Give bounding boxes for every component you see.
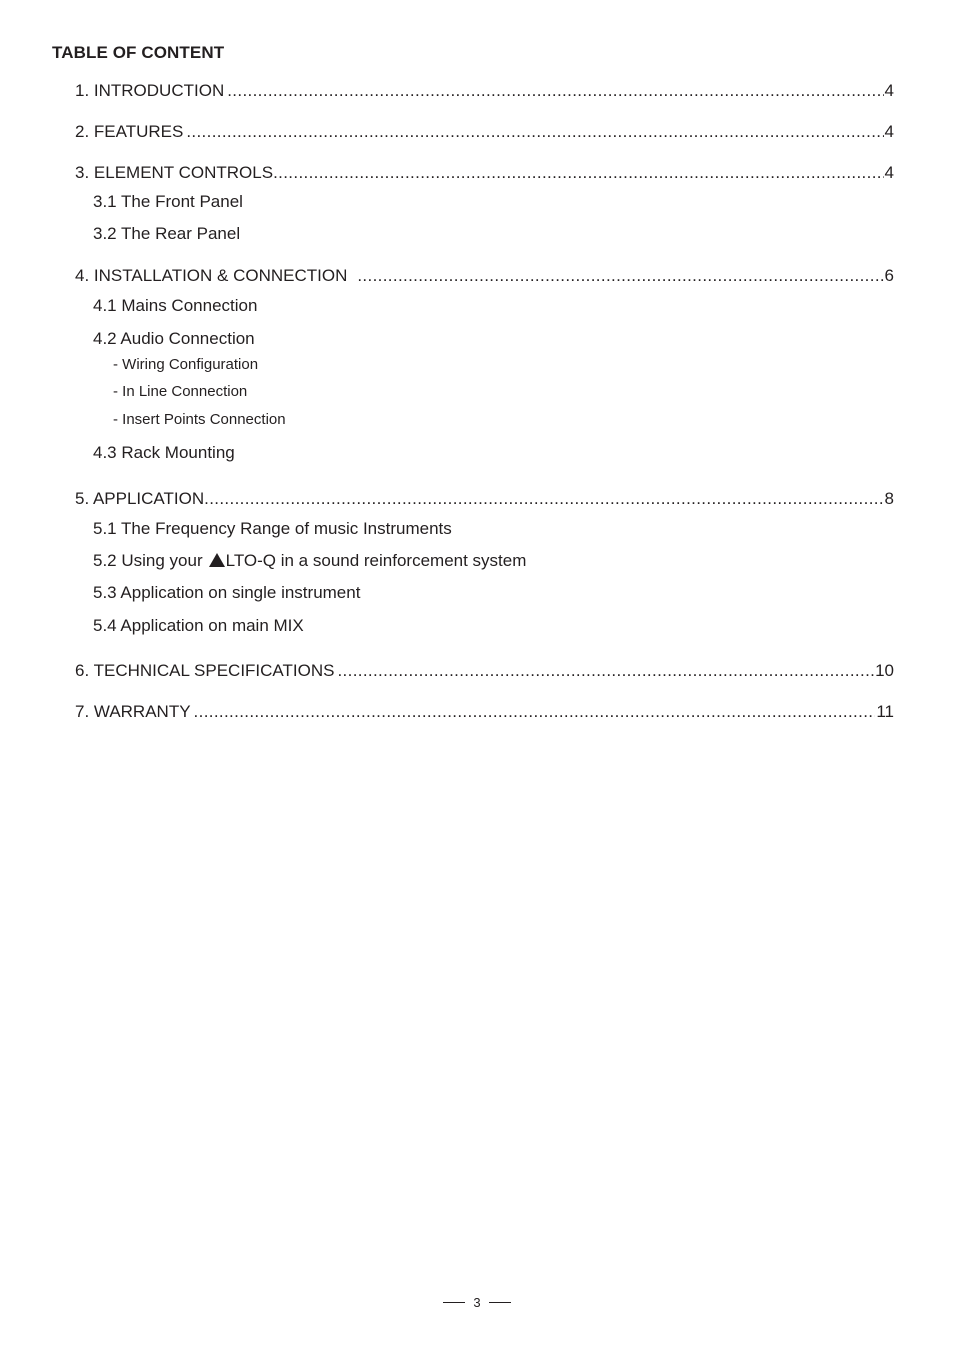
toc-entry-label: 4. INSTALLATION & CONNECTION bbox=[75, 266, 348, 285]
page-footer bbox=[0, 1295, 954, 1310]
toc-subsub-wiring-configuration[interactable]: - Wiring Configuration bbox=[113, 356, 259, 373]
triangle-a-logo-icon bbox=[209, 553, 225, 567]
toc-entry-page: 11 bbox=[876, 702, 894, 721]
page-number: 3 bbox=[473, 1295, 481, 1310]
toc-entry-page: 8 bbox=[884, 489, 894, 508]
toc-entry-label: 1. INTRODUCTION bbox=[75, 81, 225, 100]
dot-leader bbox=[337, 661, 874, 681]
toc-sub-audio-connection[interactable]: 4.2 Audio Connection bbox=[93, 329, 255, 348]
toc-subsub-insert-points[interactable]: - Insert Points Connection bbox=[113, 411, 286, 428]
toc-entry-label: 6. TECHNICAL SPECIFICATIONS bbox=[75, 661, 335, 680]
toc-sub-rack-mounting[interactable]: 4.3 Rack Mounting bbox=[93, 443, 235, 462]
dot-leader bbox=[194, 702, 876, 722]
toc-entry-technical-specifications[interactable] bbox=[75, 661, 894, 681]
toc-sub-mains-connection[interactable]: 4.1 Mains Connection bbox=[93, 296, 258, 315]
toc-sub-main-mix[interactable]: 5.4 Application on main MIX bbox=[93, 616, 304, 635]
toc-entry-page: 4 bbox=[884, 122, 894, 141]
dot-leader bbox=[186, 122, 883, 142]
dot-leader bbox=[204, 489, 883, 509]
toc-sub-text-prefix: 5.2 Using your bbox=[93, 551, 203, 570]
toc-entry-application[interactable] bbox=[75, 489, 894, 509]
toc-entry-page: 4 bbox=[884, 163, 894, 182]
dot-leader bbox=[273, 163, 883, 183]
toc-sub-text-suffix: LTO-Q in a sound reinforcement system bbox=[225, 551, 527, 570]
toc-entry-element-controls[interactable] bbox=[75, 163, 894, 183]
toc-entry-warranty[interactable] bbox=[75, 702, 894, 722]
footer-rule-left bbox=[443, 1302, 465, 1303]
dot-leader bbox=[357, 266, 883, 286]
toc-heading: TABLE OF CONTENT bbox=[52, 43, 225, 62]
toc-sub-sound-reinforcement[interactable] bbox=[93, 551, 526, 571]
toc-sub-rear-panel[interactable]: 3.2 The Rear Panel bbox=[93, 224, 241, 243]
toc-entry-page: 6 bbox=[884, 266, 894, 285]
toc-entry-features[interactable] bbox=[75, 122, 894, 142]
toc-sub-front-panel[interactable]: 3.1 The Front Panel bbox=[93, 192, 243, 211]
toc-entry-label: 2. FEATURES bbox=[75, 122, 184, 141]
toc-sub-single-instrument[interactable]: 5.3 Application on single instrument bbox=[93, 583, 361, 602]
toc-entry-label: 5. APPLICATION bbox=[75, 489, 205, 508]
dot-leader bbox=[227, 81, 883, 101]
toc-entry-introduction[interactable] bbox=[75, 81, 894, 101]
toc-entry-page: 10 bbox=[875, 661, 894, 680]
toc-entry-installation[interactable] bbox=[75, 266, 894, 286]
toc-sub-frequency-range[interactable]: 5.1 The Frequency Range of music Instruments bbox=[93, 519, 452, 538]
toc-entry-label: 7. WARRANTY bbox=[75, 702, 191, 721]
toc-subsub-in-line-connection[interactable]: - In Line Connection bbox=[113, 383, 248, 400]
footer-rule-right bbox=[489, 1302, 511, 1303]
toc-entry-page: 4 bbox=[884, 81, 894, 100]
toc-entry-label: 3. ELEMENT CONTROLS bbox=[75, 163, 274, 182]
